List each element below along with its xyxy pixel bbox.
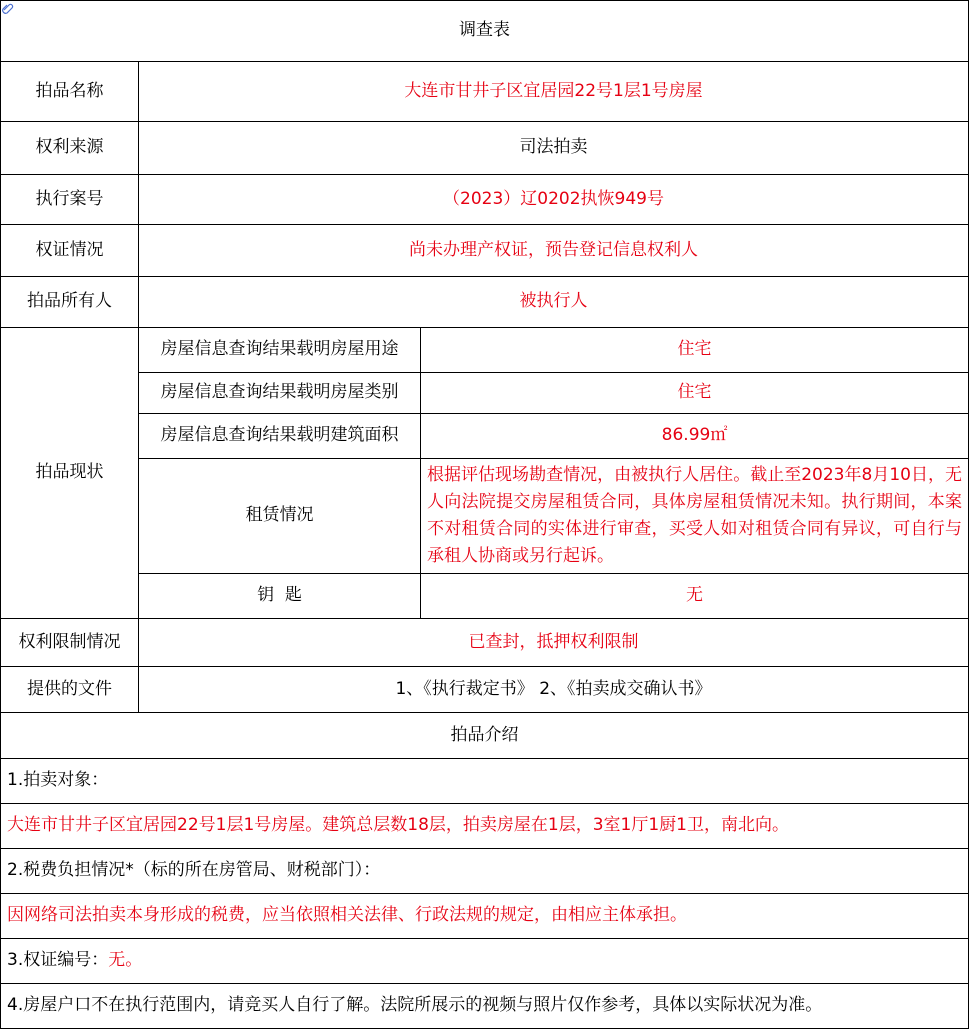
key-label (139, 574, 421, 619)
area-label: 房屋信息查询结果载明建筑面积 (139, 414, 421, 459)
lease-label: 租赁情况 (139, 459, 421, 574)
certificate-label: 权证情况 (1, 225, 139, 277)
case-no-value: （2023）辽0202执恢949号 (139, 175, 969, 225)
area-value: 86.99㎡ (421, 414, 969, 459)
documents-value: 1、《执行裁定书》 2、《拍卖成交确认书》 (139, 667, 969, 713)
intro-item2-label: 2.税费负担情况*（标的所在房管局、财税部门）： (1, 849, 969, 894)
category-label: 房屋信息查询结果载明房屋类别 (139, 373, 421, 414)
intro-item1-label: 1.拍卖对象： (1, 759, 969, 804)
certificate-value: 尚未办理产权证，预告登记信息权利人 (139, 225, 969, 277)
intro-item4-text: 4.房屋户口不在执行范围内，请竞买人自行了解。法院所展示的视频与照片仅作参考，具体以实际状况为准。 (1, 984, 969, 1029)
key-value: 无 (421, 574, 969, 619)
lease-value: 根据评估现场勘查情况，由被执行人居住。截止至2023年8月10日，无人向法院提交房屋租赁合同，具体房屋租赁情况未知。执行期间，本案不对租赁合同的实体进行审查，买受人如对租赁合同有异议，可自行与承租人协商或另行起诉。 (421, 459, 969, 574)
category-value: 住宅 (421, 373, 969, 414)
status-label: 拍品现状 (1, 328, 139, 619)
documents-label: 提供的文件 (1, 667, 139, 713)
key-label-b: 匙 (284, 585, 302, 606)
intro-item3 (1, 939, 969, 984)
usage-label: 房屋信息查询结果载明房屋用途 (139, 328, 421, 373)
owner-label: 拍品所有人 (1, 277, 139, 328)
intro-item1-text: 大连市甘井子区宜居园22号1层1号房屋。建筑总层数18层，拍卖房屋在1层，3室1厅1厨1卫，南北向。 (1, 804, 969, 849)
usage-value: 住宅 (421, 328, 969, 373)
restriction-value: 已查封，抵押权利限制 (139, 619, 969, 667)
intro-item2-text: 因网络司法拍卖本身形成的税费，应当依照相关法律、行政法规的规定，由相应主体承担。 (1, 894, 969, 939)
name-label: 拍品名称 (1, 62, 139, 122)
name-value: 大连市甘井子区宜居园22号1层1号房屋 (139, 62, 969, 122)
source-value: 司法拍卖 (139, 122, 969, 175)
intro-item3-label: 3.权证编号： (7, 950, 109, 971)
owner-value: 被执行人 (139, 277, 969, 328)
intro-title: 拍品介绍 (1, 713, 969, 759)
key-label-a: 钥 (257, 585, 275, 606)
table-title: 调查表 (1, 1, 969, 62)
source-label: 权利来源 (1, 122, 139, 175)
case-no-label: 执行案号 (1, 175, 139, 225)
intro-item3-value: 无。 (108, 950, 143, 971)
restriction-label: 权利限制情况 (1, 619, 139, 667)
